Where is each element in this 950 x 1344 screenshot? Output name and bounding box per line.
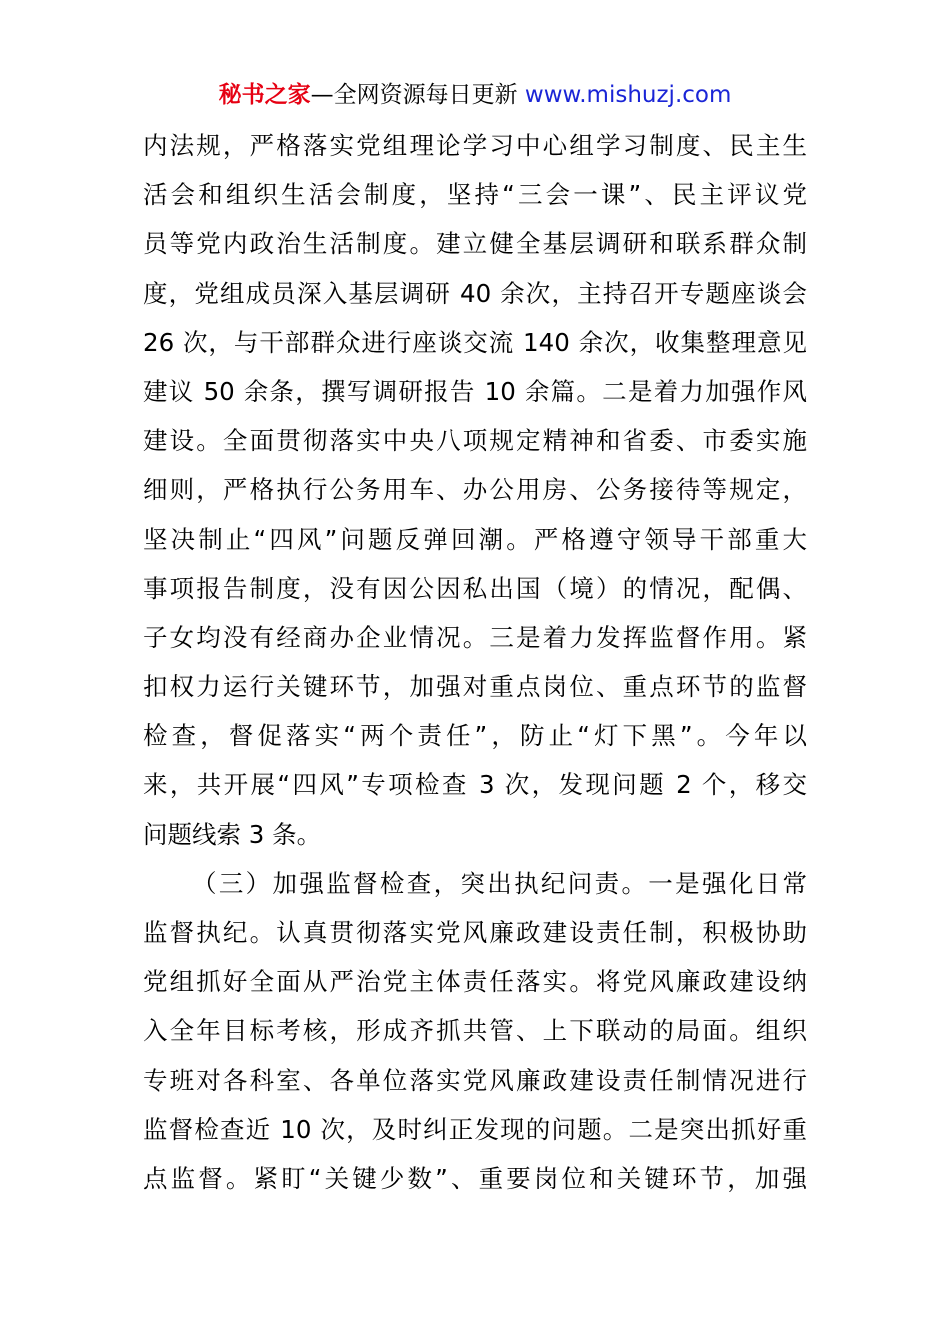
brand-name: 秘书之家 — [218, 82, 311, 108]
text-line: 来，共开展“四风”专项检查 3 次，发现问题 2 个，移交 — [143, 770, 807, 800]
text-line: 员等党内政治生活制度。建立健全基层调研和联系群众制 — [143, 229, 807, 259]
paragraph-end-line: 问题线索 3 条。 — [143, 819, 322, 849]
text-line: 坚决制止“四风”问题反弹回潮。严格遵守领导干部重大 — [143, 524, 807, 554]
text-line: 点监督。紧盯“关键少数”、重要岗位和关键环节，加强 — [143, 1163, 807, 1193]
text-line: 建设。全面贯彻落实中央八项规定精神和省委、市委实施 — [143, 426, 807, 456]
header-tagline: —全网资源每日更新 — [310, 82, 518, 108]
text-line: 检查，督促落实“两个责任”，防止“灯下黑”。今年以 — [143, 721, 807, 751]
text-line: 内法规，严格落实党组理论学习中心组学习制度、民主生 — [143, 131, 807, 160]
text-line: 子女均没有经商办企业情况。三是着力发挥监督作用。紧 — [143, 622, 807, 652]
text-line: 监督执纪。认真贯彻落实党风廉政建设责任制，积极协助 — [143, 918, 807, 947]
text-line: 入全年目标考核，形成齐抓共管、上下联动的局面。组织 — [143, 1016, 807, 1046]
text-line: 事项报告制度，没有因公因私出国（境）的情况，配偶、 — [143, 573, 807, 603]
text-line: 26 次，与干部群众进行座谈交流 140 余次，收集整理意见 — [143, 327, 807, 357]
site-header — [0, 80, 950, 110]
document-body — [143, 121, 807, 1203]
text-line: 建议 50 余条，撰写调研报告 10 余篇。二是着力加强作风 — [143, 376, 807, 406]
text-line: 党组抓好全面从严治党主体责任落实。将党风廉政建设纳 — [143, 967, 807, 997]
text-line: 扣权力运行关键环节，加强对重点岗位、重点环节的监督 — [143, 672, 807, 702]
text-line: 专班对各科室、各单位落实党风廉政建设责任制情况进行 — [143, 1065, 807, 1095]
text-line: 细则，严格执行公务用车、办公用房、公务接待等规定， — [143, 475, 807, 505]
text-line: 监督检查近 10 次，及时纠正发现的问题。二是突出抓好重 — [143, 1114, 807, 1144]
section-heading-line: （三）加强监督检查，突出执纪问责。一是强化日常 — [192, 868, 807, 898]
text-line: 度，党组成员深入基层调研 40 余次，主持召开专题座谈会 — [143, 278, 807, 308]
text-line: 活会和组织生活会制度，坚持“三会一课”、民主评议党 — [143, 180, 807, 210]
site-url[interactable]: www.mishuzj.com — [524, 82, 732, 108]
